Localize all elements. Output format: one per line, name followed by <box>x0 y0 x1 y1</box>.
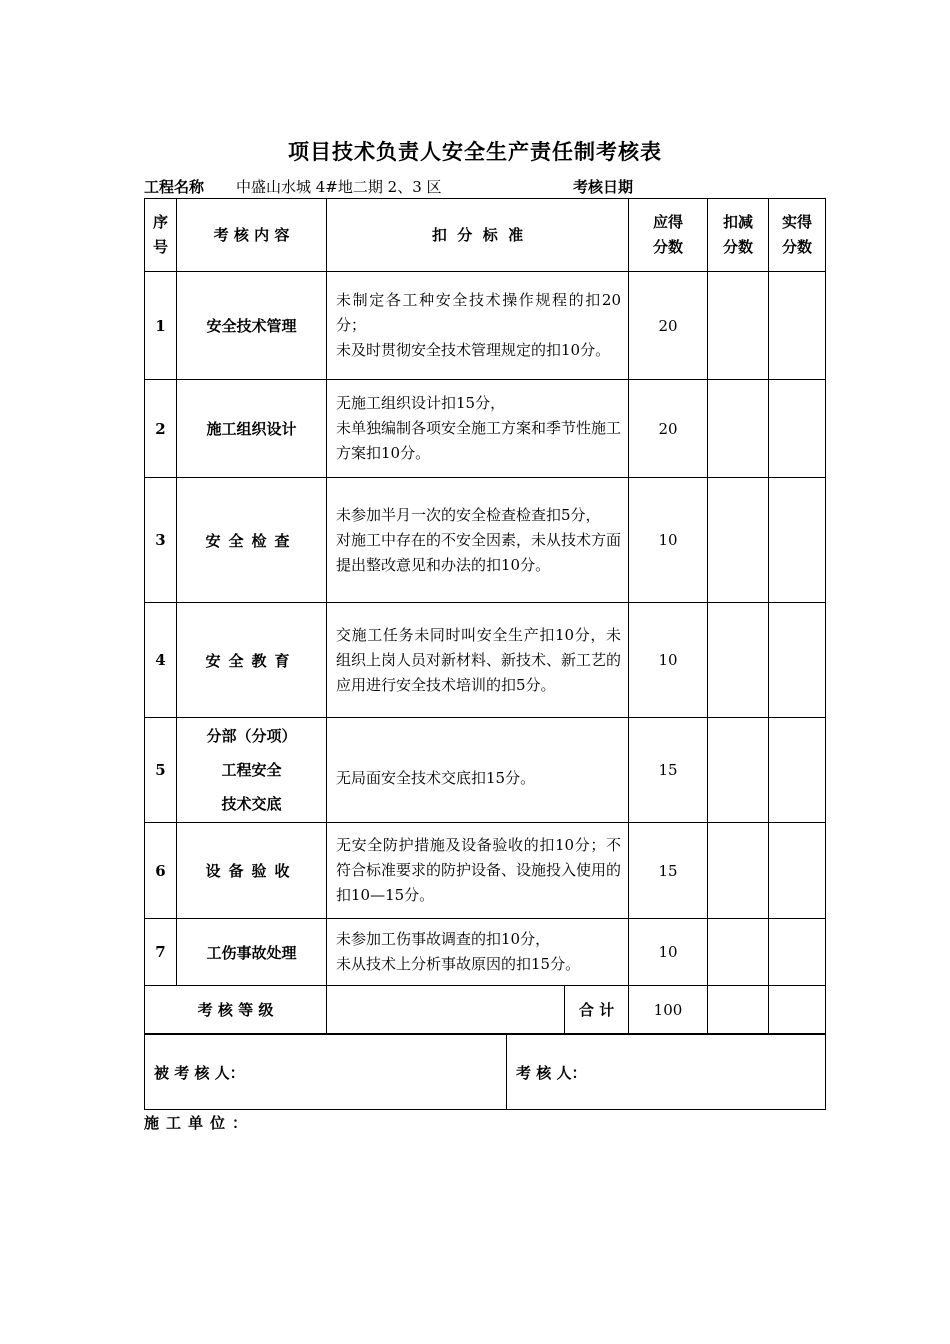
assessee-signature[interactable]: 被 考 核 人： <box>145 1035 507 1110</box>
row-number: 4 <box>145 603 177 718</box>
row-criteria: 无局面安全技术交底扣15分。 <box>327 718 629 823</box>
row-deducted[interactable] <box>708 919 769 986</box>
header-deduct-score: 扣减分数 <box>708 199 769 272</box>
table-row <box>145 603 826 718</box>
row-item: 施工组织设计 <box>177 380 327 478</box>
row-actual[interactable] <box>769 272 826 380</box>
total-value: 100 <box>629 986 708 1034</box>
row-points: 15 <box>629 823 708 919</box>
table-row <box>145 823 826 919</box>
row-item: 设备验收 <box>177 823 327 919</box>
project-name-value: 中盛山水城 4#地二期 2、3 区 <box>236 178 442 196</box>
row-actual[interactable] <box>769 823 826 919</box>
header-actual-score: 实得分数 <box>769 199 826 272</box>
table-row <box>145 380 826 478</box>
row-deducted[interactable] <box>708 380 769 478</box>
assessor-signature[interactable]: 考 核 人： <box>507 1035 826 1110</box>
table-row <box>145 718 826 823</box>
row-number: 5 <box>145 718 177 823</box>
assessment-table <box>144 198 826 1034</box>
row-criteria: 未参加工伤事故调查的扣10分， 未从技术上分析事故原因的扣15分。 <box>327 919 629 986</box>
row-number: 2 <box>145 380 177 478</box>
row-deducted[interactable] <box>708 272 769 380</box>
row-criteria: 无施工组织设计扣15分， 未单独编制各项安全施工方案和季节性施工方案扣10分。 <box>327 380 629 478</box>
header-criteria: 扣 分 标 准 <box>327 199 629 272</box>
header-content: 考 核 内 容 <box>177 199 327 272</box>
row-criteria: 无安全防护措施及设备验收的扣10分；不符合标准要求的防护设备、设施投入使用的扣10—15分。 <box>327 823 629 919</box>
row-actual[interactable] <box>769 919 826 986</box>
row-points: 20 <box>629 380 708 478</box>
signature-table <box>144 1034 826 1110</box>
row-number: 6 <box>145 823 177 919</box>
table-row <box>145 478 826 603</box>
row-actual[interactable] <box>769 478 826 603</box>
row-number: 1 <box>145 272 177 380</box>
row-criteria: 未参加半月一次的安全检查检查扣5分， 对施工中存在的不安全因素，未从技术方面提出整改意见和办法的扣10分。 <box>327 478 629 603</box>
row-deducted[interactable] <box>708 823 769 919</box>
row-number: 3 <box>145 478 177 603</box>
row-points: 15 <box>629 718 708 823</box>
summary-row <box>145 986 826 1034</box>
table-header-row <box>145 199 826 272</box>
row-points: 20 <box>629 272 708 380</box>
grade-label: 考 核 等 级 <box>145 986 327 1034</box>
row-points: 10 <box>629 919 708 986</box>
total-label: 合 计 <box>565 986 629 1034</box>
row-actual[interactable] <box>769 718 826 823</box>
row-item: 分部（分项） 工程安全 技术交底 <box>177 718 327 823</box>
row-points: 10 <box>629 478 708 603</box>
row-actual[interactable] <box>769 380 826 478</box>
row-actual[interactable] <box>769 603 826 718</box>
row-number: 7 <box>145 919 177 986</box>
construction-unit-label: 施工单位： <box>144 1114 255 1132</box>
row-criteria: 交施工任务未同时叫安全生产扣10分，未组织上岗人员对新材料、新技术、新工艺的应用进行安全技术培训的扣5分。 <box>327 603 629 718</box>
row-criteria: 未制定各工种安全技术操作规程的扣20分； 未及时贯彻安全技术管理规定的扣10分。 <box>327 272 629 380</box>
total-deducted[interactable] <box>708 986 769 1034</box>
table-row <box>145 272 826 380</box>
assessment-date-label: 考核日期 <box>573 178 634 196</box>
row-deducted[interactable] <box>708 478 769 603</box>
page-title: 项目技术负责人安全生产责任制考核表 <box>288 140 662 164</box>
grade-value[interactable] <box>327 986 565 1034</box>
row-item: 安全技术管理 <box>177 272 327 380</box>
row-deducted[interactable] <box>708 718 769 823</box>
total-actual[interactable] <box>769 986 826 1034</box>
row-item: 工伤事故处理 <box>177 919 327 986</box>
row-item: 安全教育 <box>177 603 327 718</box>
project-name-label: 工程名称 <box>144 178 205 196</box>
row-deducted[interactable] <box>708 603 769 718</box>
table-row <box>145 919 826 986</box>
row-points: 10 <box>629 603 708 718</box>
header-seq: 序号 <box>145 199 177 272</box>
header-should-score: 应得分数 <box>629 199 708 272</box>
row-item: 安全检查 <box>177 478 327 603</box>
